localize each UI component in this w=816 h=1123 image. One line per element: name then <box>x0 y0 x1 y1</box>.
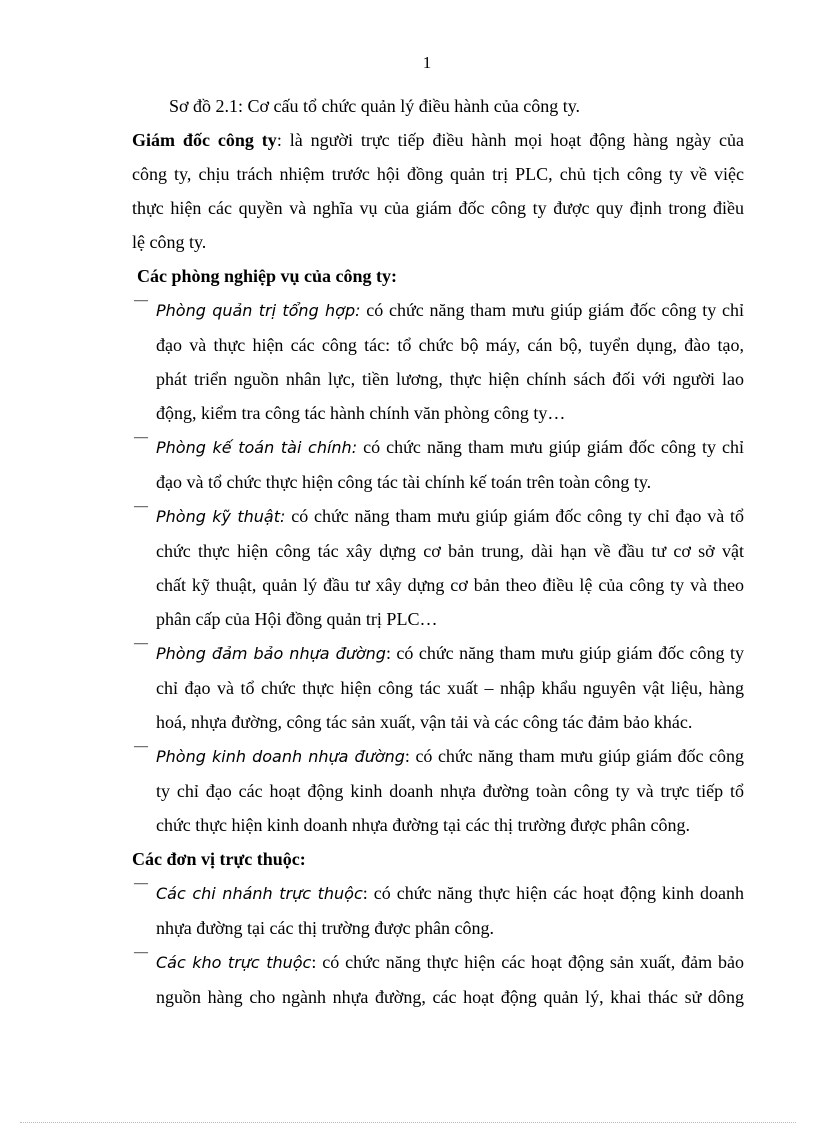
bullet-dash-icon: — <box>134 876 148 891</box>
department-item: — Phòng kỹ thuật: có chức năng tham mưu giúp giám đốc công ty chỉ đạo và tổ chức thực hiện công tác xây dựng cơ bản trung, dài hạn về đầu tư cơ sở vật chất kỹ thuật, quản lý đầu tư xây dựng cơ bản theo điều lệ của công ty và theo phân cấp của Hội đồng quản trị PLC… <box>134 499 744 629</box>
page-number: 1 <box>422 53 432 72</box>
director-line-2: công ty, chịu trách nhiệm trước hội đồng quản trị PLC, chủ tịch công ty về việc <box>132 164 744 184</box>
unit-name: Các kho trực thuộc <box>156 953 312 972</box>
bullet-dash-icon: — <box>134 430 148 445</box>
department-name: Phòng kỹ thuật: <box>156 507 286 526</box>
director-line-1: : là người trực tiếp điều hành mọi hoạt động hàng ngày của <box>276 130 744 150</box>
bullet-dash-icon: — <box>134 636 148 651</box>
bullet-dash-icon: — <box>134 739 148 754</box>
director-title: Giám đốc công ty <box>132 130 277 150</box>
director-line-4: lệ công ty. <box>132 232 207 252</box>
department-item: — Phòng kinh doanh nhựa đường: có chức năng tham mưu giúp giám đốc công ty chỉ đạo các hoạt động kinh doanh nhựa đường toàn công ty và trực tiếp tổ chức thực hiện kinh doanh nhựa đường tại các thị trường được phân công. <box>134 739 744 835</box>
unit-item: — Các chi nhánh trực thuộc: có chức năng thực hiện các hoạt động kinh doanh nhựa đường tại các thị trường được phân công. <box>134 876 745 938</box>
units-heading: Các đơn vị trực thuộc: <box>132 849 306 869</box>
director-line-3: thực hiện các quyền và nghĩa vụ của giám đốc công ty được quy định trong điều <box>132 198 744 218</box>
department-name: Phòng quản trị tổng hợp: <box>156 301 361 320</box>
department-name: Phòng kế toán tài chính: <box>156 438 358 457</box>
departments-heading: Các phòng nghiệp vụ của công ty: <box>137 266 398 286</box>
bullet-dash-icon: — <box>134 293 148 308</box>
figure-caption: Sơ đồ 2.1: Cơ cấu tổ chức quản lý điều hành của công ty. <box>169 96 581 116</box>
department-name: Phòng kinh doanh nhựa đường <box>156 747 405 766</box>
department-name: Phòng đảm bảo nhựa đường <box>156 644 386 663</box>
document-body <box>132 89 744 1014</box>
bullet-dash-icon: — <box>134 499 148 514</box>
bullet-dash-icon: — <box>134 945 148 960</box>
unit-item: — Các kho trực thuộc: có chức năng thực hiện các hoạt động sản xuất, đảm bảo nguồn hàng cho ngành nhựa đường, các hoạt động quản lý, khai thác sử dông <box>134 945 745 1007</box>
unit-name: Các chi nhánh trực thuộc <box>156 884 363 903</box>
director-paragraph <box>132 123 744 259</box>
department-item: — Phòng đảm bảo nhựa đường: có chức năng tham mưu giúp giám đốc công ty chỉ đạo và tổ chức thực hiện công tác xuất – nhập khẩu nguyên vật liệu, hàng hoá, nhựa đường, công tác sản xuất, vận tải và các công tác đảm bảo khác. <box>134 636 745 732</box>
department-item: — Phòng kế toán tài chính: có chức năng tham mưu giúp giám đốc công ty chỉ đạo và tổ chức thực hiện công tác tài chính kế toán trên toàn công ty. <box>134 430 744 492</box>
department-item: — Phòng quản trị tổng hợp: có chức năng tham mưu giúp giám đốc công ty chỉ đạo và thực hiện các công tác: tổ chức bộ máy, cán bộ, tuyển dụng, đào tạo, phát triển nguồn nhân lực, tiền lương, thực hiện chính sách đối với người lao động, kiểm tra công tác hành chính văn phòng công ty… <box>134 293 744 423</box>
